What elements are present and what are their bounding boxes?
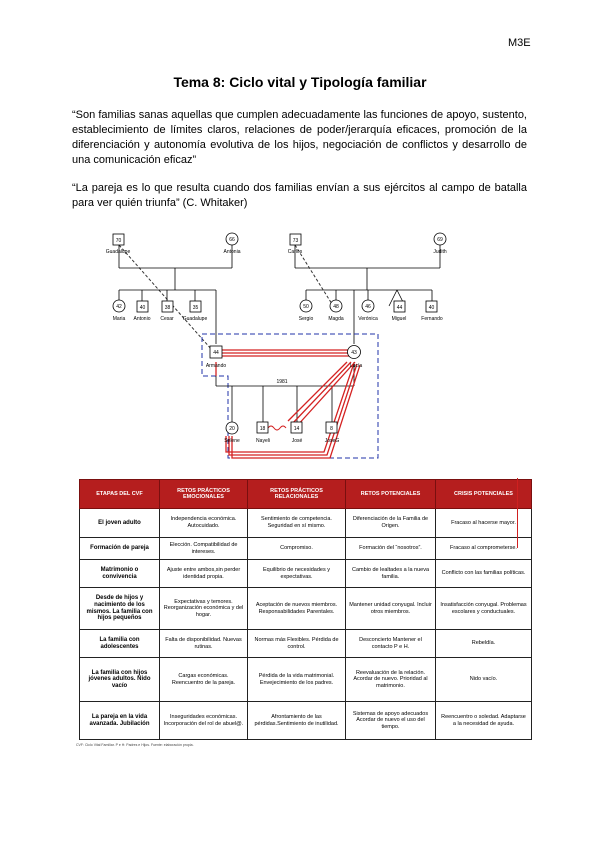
person-antonia [224, 233, 241, 255]
table-row [80, 509, 532, 538]
svg-text:Maria: Maria [112, 316, 126, 322]
svg-text:42: 42 [116, 304, 122, 310]
influence-dashed-line [119, 245, 212, 350]
table-cell: Reevaluación de la relación. Acordar de nuevo. Prioridad al matrimonio. [346, 658, 436, 702]
person-carlos [288, 234, 303, 255]
table-header-row [80, 480, 532, 509]
page-title: Tema 8: Ciclo vital y Tipología familiar [173, 74, 427, 90]
svg-text:40: 40 [139, 305, 146, 311]
table-row [80, 538, 532, 560]
stage-cell: Desde de hijos y nacimiento de los mismos. La familia con hijos pequeños [80, 588, 160, 630]
table-cell: Rebeldía. [436, 630, 532, 658]
table-cell: Fracaso al hacerse mayor. [436, 509, 532, 538]
table-cell: Compromiso. [248, 538, 346, 560]
quote-healthy-families: “Son familias sanas aquellas que cumplen adecuadamente las funciones de apoyo, sustento, establecimiento de límites claros, relaciones de poder/jerarquía eficaces, promoción de la diferenciación y autonomía evolutiva de los hijos, negociación de conflictos y desarrollo de una comunicación eficaz” [72, 109, 527, 166]
svg-text:Antonia: Antonia [223, 249, 241, 255]
svg-text:70: 70 [115, 238, 122, 244]
table-cell: Diferenciación de la Familia de Origen. [346, 509, 436, 538]
stage-cell: La familia con hijos jóvenes adultos. Nido vacío [80, 658, 160, 702]
svg-text:JoseG: JoseG [324, 438, 340, 444]
person-fernando [421, 301, 443, 322]
table-footnote: CVF: Ciclo Vital Familiar. P e H: Padres e Hijos. Fuente: elaboración propia. [76, 743, 194, 747]
stage-cell: Matrimonio o convivencia [80, 560, 160, 588]
svg-text:Lucía: Lucía [349, 363, 363, 369]
table-cell: Fracaso al comprometerse. [436, 538, 532, 560]
person-joseg [325, 422, 340, 444]
person-jose [291, 422, 302, 444]
family-life-cycle-table [79, 479, 532, 740]
table-cell: Cambio de lealtades a la nueva familia. [346, 560, 436, 588]
svg-text:50: 50 [303, 304, 309, 310]
person-sergio [299, 300, 314, 322]
svg-text:48: 48 [333, 304, 339, 310]
person-veronica [358, 300, 378, 322]
svg-text:43: 43 [351, 350, 357, 356]
svg-text:69: 69 [437, 237, 443, 243]
table-row [80, 658, 532, 702]
table-cell: Desconcierto Mantener el contacto P e H. [346, 630, 436, 658]
svg-text:38: 38 [164, 305, 171, 311]
svg-text:8: 8 [330, 426, 333, 432]
table-cell: Inseguridades económicas. Incorporación del rol de abuel@. [160, 702, 248, 740]
svg-text:35: 35 [192, 305, 199, 311]
svg-text:Sergio: Sergio [298, 316, 314, 322]
marriage-year: 1981 [276, 379, 288, 385]
table-cell: Expectativas y temores. Reorganización económica y del hogar. [160, 588, 248, 630]
table-cell: Falta de disponibilidad. Nuevas rutinas. [160, 630, 248, 658]
col-header-emotional: RETOS PRÁCTICOS EMOCIONALES [160, 480, 248, 509]
svg-text:46: 46 [365, 304, 371, 310]
table-cell: Formación del “nosotros”. [346, 538, 436, 560]
table-cell: Equilibrio de necesidades y expectativas. [248, 560, 346, 588]
svg-text:Judith: Judith [433, 249, 447, 255]
person-magda [328, 300, 344, 322]
table-cell: Cargas económicas. Reencuentro de la pareja. [160, 658, 248, 702]
svg-text:Cesar: Cesar [160, 316, 174, 322]
svg-text:Selene: Selene [224, 438, 240, 444]
svg-text:Armando: Armando [205, 363, 227, 369]
table-row [80, 560, 532, 588]
svg-text:Magda: Magda [328, 316, 344, 322]
table-cell: Elección. Compatibilidad de intereses. [160, 538, 248, 560]
table-cell: Afrontamiento de las pérdidas.Sentimiento de inutilidad. [248, 702, 346, 740]
person-selene [224, 422, 240, 444]
table-cell: Conflicto con las familias políticas. [436, 560, 532, 588]
svg-text:Nayeli: Nayeli [256, 438, 270, 444]
svg-text:18: 18 [259, 426, 266, 432]
svg-text:44: 44 [396, 305, 403, 311]
svg-text:Guadalupe: Guadalupe [182, 316, 208, 322]
col-header-relational: RETOS PRÁCTICOS RELACIONALES [248, 480, 346, 509]
table-cell: Aceptación de nuevos miembros. Responsabilidades Parentales. [248, 588, 346, 630]
svg-text:66: 66 [229, 237, 235, 243]
person-maria [113, 300, 126, 322]
svg-text:14: 14 [293, 426, 300, 432]
stage-cell: La pareja en la vida avanzada. Jubilación [80, 702, 160, 740]
table-row [80, 702, 532, 740]
table-cell: Ajuste entre ambos,sin perder identidad propia. [160, 560, 248, 588]
person-cesar [160, 301, 174, 322]
table-cell: Sentimiento de competencia. Seguridad en sí mismo. [248, 509, 346, 538]
svg-text:73: 73 [292, 238, 299, 244]
table-cell: Pérdida de la vida matrimonial. Envejecimiento de los padres. [248, 658, 346, 702]
table-cell: Sistemas de apoyo adecuados Acordar de nuevo el uso del tiempo. [346, 702, 436, 740]
table-row [80, 588, 532, 630]
stage-cell: El joven adulto [80, 509, 160, 538]
svg-text:44: 44 [213, 350, 219, 356]
table-cell: Normas más Flexibles. Pérdida de control. [248, 630, 346, 658]
col-header-stages: ETAPAS DEL CVF [80, 480, 160, 509]
table-cell: Independencia económica. Autocuidado. [160, 509, 248, 538]
person-nayeli [256, 422, 270, 444]
margin-marker [517, 478, 518, 548]
table-cell: Nido vacío. [436, 658, 532, 702]
svg-text:Fernando: Fernando [421, 316, 443, 322]
stage-cell: La familia con adolescentes [80, 630, 160, 658]
svg-text:Miguel: Miguel [391, 316, 407, 322]
table-row [80, 630, 532, 658]
person-guadalupe-sibling [183, 301, 208, 322]
table-cell: Reencuentro o soledad. Adaptarse a la necesidad de ayuda. [436, 702, 532, 740]
person-antonio [134, 301, 151, 322]
person-miguel [392, 301, 407, 322]
col-header-crisis: CRISIS POTENCIALES [436, 480, 532, 509]
svg-text:José: José [291, 438, 303, 444]
document-code: M3E [508, 37, 531, 49]
svg-text:Guadalupe: Guadalupe [105, 249, 131, 255]
person-judith [433, 233, 447, 255]
quote-whitaker: “La pareja es lo que resulta cuando dos familias envían a sus ejércitos al campo de batalla para ver quién triunfa” (C. Whitaker) [72, 182, 527, 209]
person-lucia [348, 346, 363, 370]
table-cell: Mantener unidad conyugal. Incluir otros miembros. [346, 588, 436, 630]
stage-cell: Formación de pareja [80, 538, 160, 560]
genogram-diagram [92, 226, 464, 464]
person-guadalupe [106, 234, 131, 255]
col-header-potential: RETOS POTENCIALES [346, 480, 436, 509]
svg-text:Verónica: Verónica [358, 316, 378, 322]
svg-text:20: 20 [229, 426, 235, 432]
table-cell: Insatisfacción conyugal. Problemas escolares y conductuales. [436, 588, 532, 630]
svg-text:40: 40 [428, 305, 435, 311]
svg-text:Carlos: Carlos [287, 249, 303, 255]
svg-text:Antonio: Antonio [133, 316, 151, 322]
